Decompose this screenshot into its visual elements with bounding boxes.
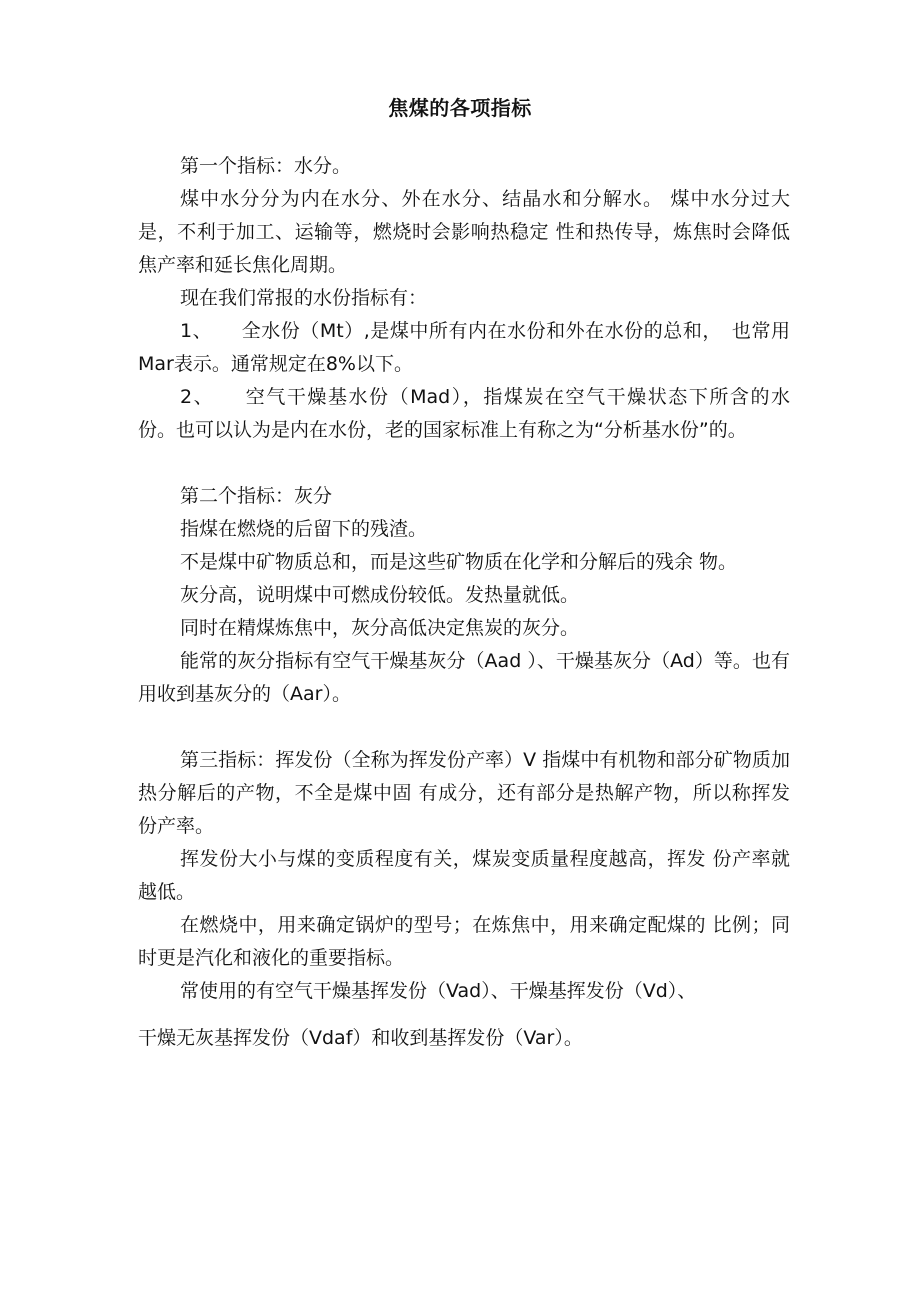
moisture-reported: 现在我们常报的水份指标有： (180, 287, 428, 309)
moisture-intro: 煤中水分分为内在水分、外在水分、结晶水和分解水。 煤中水分过大是，不利于加工、运输等，燃烧时会影响热稳定 性和热传导，炼焦时会降低焦产率和延长焦化周期。 (138, 188, 790, 276)
ash-line-4: 同时在精煤炼焦中，灰分高低决定焦炭的灰分。 (180, 617, 580, 639)
ash-line-3: 灰分高，说明煤中可燃成份较低。发热量就低。 (180, 584, 580, 606)
document-title: 焦煤的各项指标 (388, 96, 532, 120)
ash-line-1: 指煤在燃烧的后留下的残渣。 (180, 518, 428, 540)
line-spacer (138, 1008, 790, 1022)
ash-heading: 第二个指标：灰分 (180, 485, 333, 507)
ash-line-2: 不是煤中矿物质总和，而是这些矿物质在化学和分解后的残余 物。 (180, 551, 738, 573)
volatile-paragraph-2: 挥发份大小与煤的变质程度有关，煤炭变质量程度越高，挥发 份产率就越低。 (138, 848, 790, 903)
moisture-item-2: 2、 空气干燥基水份（Mad），指煤炭在空气干燥状态下所含的水 份。也可以认为是内在水份，老的国家标准上有称之为“分析基水份”的。 (138, 386, 810, 441)
volatile-paragraph-1: 第三指标：挥发份（全称为挥发份产率）V 指煤中有机物和部分矿物质加热分解后的产物，不全是煤中固 有成分，还有部分是热解产物，所以称挥发份产率。 (138, 749, 790, 837)
volatile-paragraph-3: 在燃烧中，用来确定锅炉的型号；在炼焦中，用来确定配煤的 比例；同时更是汽化和液化的重要指标。 (138, 914, 790, 969)
volatile-paragraph-5: 干燥无灰基挥发份（Vdaf）和收到基挥发份（Var）。 (138, 1027, 583, 1049)
section-gap (138, 711, 790, 744)
section-gap (138, 447, 790, 480)
ash-line-5: 能常的灰分指标有空气干燥基灰分（Aad ）、干燥基灰分（Ad）等。也有用收到基灰分的（Aar）。 (138, 650, 790, 705)
volatile-paragraph-4: 常使用的有空气干燥基挥发份（Vad）、干燥基挥发份（Vd）、 (180, 980, 697, 1002)
moisture-heading: 第一个指标：水分。 (180, 155, 352, 177)
moisture-item-1: 1、 全水份（Mt）,是煤中所有内在水份和外在水份的总和， 也常用Mar表示。通常规定在8%以下。 (138, 320, 790, 375)
document-body (138, 150, 810, 1055)
